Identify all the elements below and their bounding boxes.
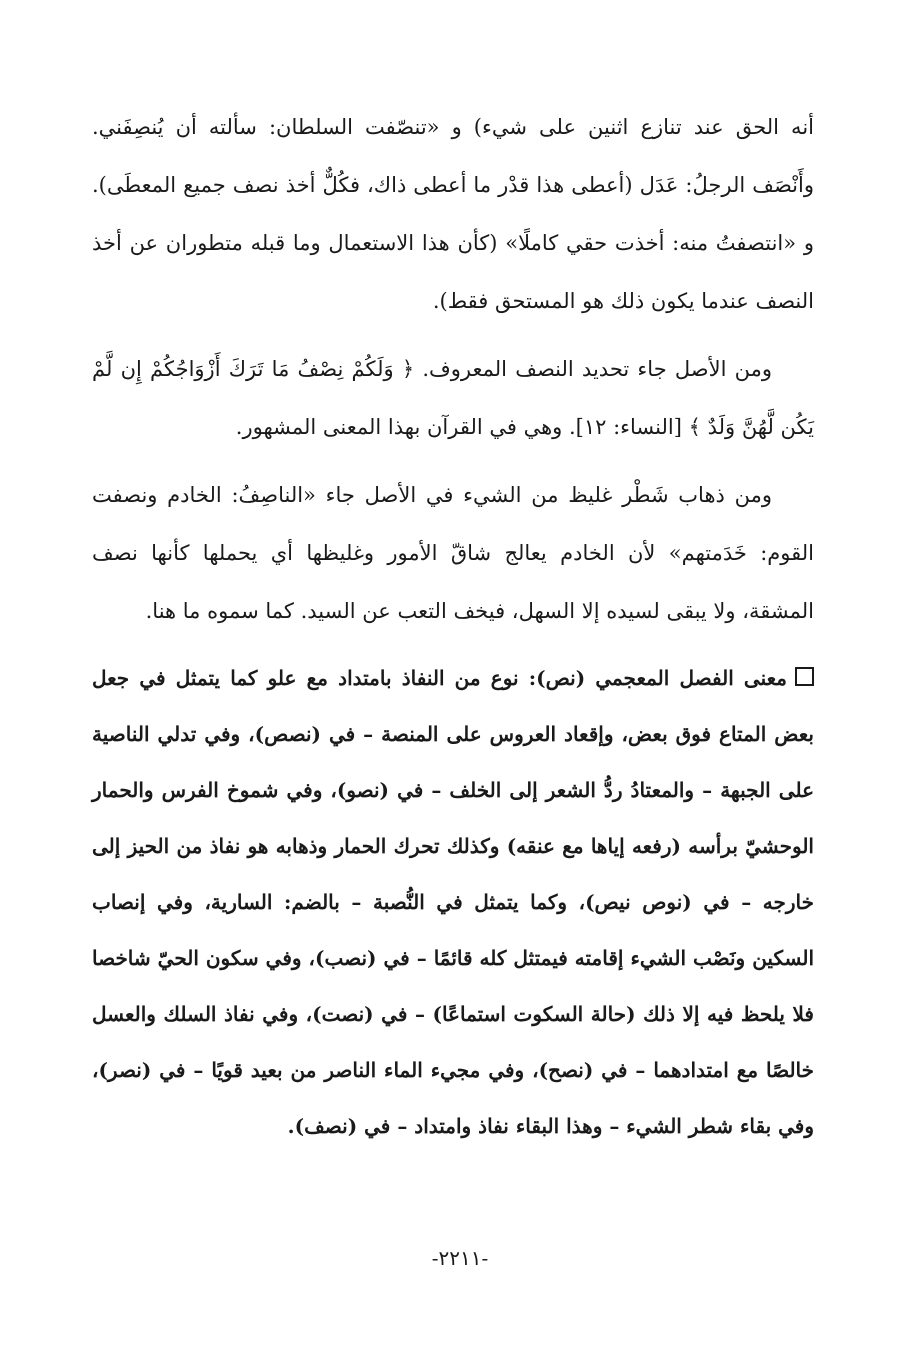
square-marker-icon	[795, 667, 814, 686]
paragraph-2: ومن الأصل جاء تحديد النصف المعروف. ﴿ وَلَكُمْ نِصْفُ مَا تَرَكَ أَزْوَاجُكُمْ إِن لَّمْ يَكُن لَّهُنَّ وَلَدٌ ﴾ [النساء: ١٢]. وهي في القرآن بهذا المعنى المشهور.	[92, 357, 814, 439]
lexical-section	[92, 650, 814, 1154]
page-content	[92, 98, 814, 1174]
page-number: -٢٢١١-	[431, 1246, 489, 1270]
paragraph-3: ومن ذهاب شَطْر غليظ من الشيء في الأصل جاء «الناصِفُ: الخادم ونصفت القوم: خَدَمتهم» لأن الخادم يعالج شاقّ الأمور وغليظها أي يحملها كأنها نصف المشقة، ولا يبقى لسيده إلا السهل، فيخف التعب عن السيد. كما سموه ما هنا.	[92, 483, 814, 623]
paragraph-1: أنه الحق عند تنازع اثنين على شيء) و «تنصّفت السلطان: سألته أن يُنصِفَني. وأَنْصَف الرجلُ: عَدَل (أعطى هذا قدْر ما أعطى ذاك، فكُلٌّ أخذ نصف جميع المعطَى). و «انتصفتُ منه: أخذت حقي كاملًا» (كأن هذا الاستعمال وما قبله متطوران عن أخذ النصف عندما يكون ذلك هو المستحق فقط).	[92, 115, 814, 313]
lexical-section-text: معنى الفصل المعجمي (نص): نوع من النفاذ بامتداد مع علو كما يتمثل في جعل بعض المتاع فوق بعض، وإقعاد العروس على المنصة – في (نصص)، وفي تدلي الناصية على الجبهة – والمعتادُ ردُّ الشعر إلى الخلف – في (نصو)، وفي شموخ الفرس والحمار الوحشيّ برأسه (رفعه إياها مع عنقه) وكذلك تحرك الحمار وذهابه هو نفاذ من الحيز إلى خارجه – في (نوص نيص)، وكما يتمثل في النُّصبة – بالضم: السارية، وفي إنصاب السكين ونَصْب الشيء إقامته فيمتثل كله قائمًا – في (نصب)، وفي سكون الحيّ شاخصا فلا يلحظ فيه إلا ذلك (حالة السكوت استماعًا) – في (نصت)، وفي نفاذ السلك والعسل خالصًا مع امتدادهما – في (نصح)، وفي مجيء الماء الناصر من بعيد قويًا – في (نصر)، وفي بقاء شطر الشيء – وهذا البقاء نفاذ وامتداد – في (نصف).	[92, 666, 815, 1138]
